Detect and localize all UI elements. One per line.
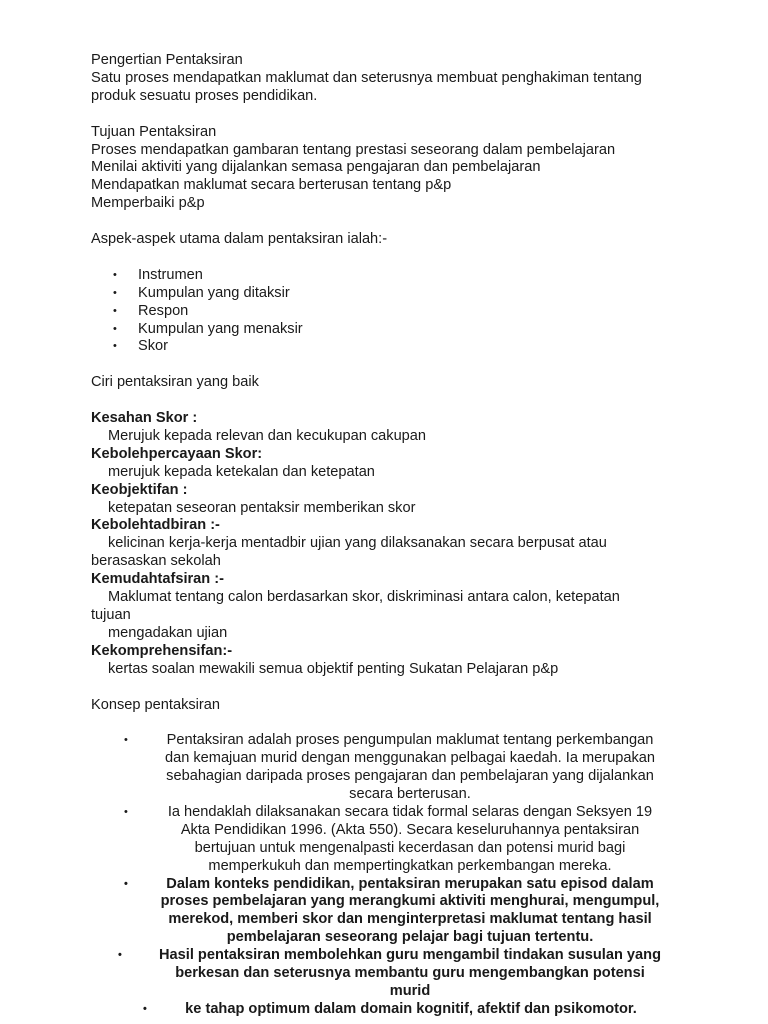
ciri-desc: mengadakan ujian bbox=[108, 624, 228, 641]
document-body bbox=[91, 52, 681, 1019]
konsep-line: • Pentaksiran adalah proses pengumpulan maklumat tentang perkembangan bbox=[166, 732, 654, 749]
tujuan-title: Tujuan Pentaksiran bbox=[91, 123, 217, 140]
ciri-desc: berasaskan sekolah bbox=[91, 553, 221, 570]
konsep-list-item bbox=[91, 732, 681, 804]
konsep-list-item bbox=[91, 804, 681, 876]
tujuan-item: Proses mendapatkan gambaran tentang prestasi seseorang dalam pembelajaran bbox=[91, 141, 616, 158]
ciri-title: Ciri pentaksiran yang baik bbox=[91, 374, 259, 391]
aspek-list-item: • Instrumen bbox=[91, 267, 681, 285]
tujuan-item: Menilai aktiviti yang dijalankan semasa pengajaran dan pembelajaran bbox=[91, 159, 541, 176]
konsep-list-item bbox=[91, 1001, 681, 1019]
konsep-line: sebahagian daripada proses pengajaran dan pembelajaran yang dijalankan bbox=[166, 768, 654, 785]
konsep-line: pembelajaran seseorang pelajar bagi tujuan tertentu. bbox=[226, 929, 594, 946]
tujuan-item: Mendapatkan maklumat secara berterusan tentang p&p bbox=[91, 177, 452, 194]
aspek-list-item: • Skor bbox=[91, 338, 681, 356]
konsep-line: merekod, memberi skor dan menginterpretasi maklumat tentang hasil bbox=[168, 911, 652, 928]
konsep-list-item bbox=[91, 876, 681, 948]
ciri-term: Kebolehtadbiran :- bbox=[91, 517, 220, 534]
aspek-list-item: • Respon bbox=[91, 303, 681, 321]
konsep-line: • Ia hendaklah dilaksanakan secara tidak formal selaras dengan Seksyen 19 bbox=[167, 803, 653, 820]
ciri-desc: Merujuk kepada relevan dan kecukupan cakupan bbox=[108, 427, 427, 444]
ciri-desc: merujuk kepada ketekalan dan ketepatan bbox=[108, 463, 375, 480]
pengertian-text-line-1: Satu proses mendapatkan maklumat dan seterusnya membuat penghakiman tentang bbox=[91, 69, 642, 86]
konsep-line: • Hasil pentaksiran membolehkan guru mengambil tindakan susulan yang bbox=[159, 947, 661, 964]
ciri-term: Kekomprehensifan:- bbox=[91, 642, 233, 659]
konsep-list-item bbox=[91, 947, 681, 1001]
konsep-line: memperkukuh dan mempertingkatkan perkembangan mereka. bbox=[208, 857, 612, 874]
konsep-line: secara berterusan. bbox=[349, 786, 471, 803]
ciri-term: Kesahan Skor : bbox=[91, 410, 198, 427]
konsep-line: proses pembelajaran yang merangkumi aktiviti menghurai, mengumpul, bbox=[160, 893, 660, 910]
aspek-list bbox=[91, 267, 681, 357]
ciri-term: Kebolehpercayaan Skor: bbox=[91, 445, 263, 462]
konsep-line: • ke tahap optimum dalam domain kognitif, afektif dan psikomotor. bbox=[185, 1000, 637, 1017]
ciri-desc: kelicinan kerja-kerja mentadbir ujian yang dilaksanakan secara berpusat atau bbox=[108, 535, 607, 552]
konsep-line: • Dalam konteks pendidikan, pentaksiran merupakan satu episod dalam bbox=[166, 875, 654, 892]
konsep-title: Konsep pentaksiran bbox=[91, 696, 220, 713]
ciri-term: Keobjektifan : bbox=[91, 481, 188, 498]
ciri-term: Kemudahtafsiran :- bbox=[91, 571, 224, 588]
konsep-line: bertujuan untuk mengenalpasti kecerdasan dan potensi murid bagi bbox=[194, 839, 626, 856]
ciri-desc: ketepatan seseoran pentaksir memberikan skor bbox=[108, 499, 416, 516]
konsep-line: Akta Pendidikan 1996. (Akta 550). Secara keseluruhannya pentaksiran bbox=[180, 821, 640, 838]
konsep-line: murid bbox=[389, 983, 431, 1000]
konsep-line: dan kemajuan murid dengan menggunakan pelbagai kaedah. Ia merupakan bbox=[164, 750, 656, 767]
pengertian-text-line-2: produk sesuatu proses pendidikan. bbox=[91, 87, 318, 104]
konsep-list bbox=[91, 732, 681, 1019]
konsep-line: berkesan dan seterusnya membantu guru mengembangkan potensi bbox=[175, 965, 645, 982]
aspek-title: Aspek-aspek utama dalam pentaksiran ialah:- bbox=[91, 231, 388, 248]
ciri-desc: kertas soalan mewakili semua objektif penting Sukatan Pelajaran p&p bbox=[108, 660, 559, 677]
ciri-desc: tujuan bbox=[91, 607, 131, 624]
aspek-list-item: • Kumpulan yang menaksir bbox=[91, 321, 681, 339]
pengertian-title: Pengertian Pentaksiran bbox=[91, 52, 243, 68]
tujuan-item: Memperbaiki p&p bbox=[91, 195, 205, 212]
aspek-list-item: • Kumpulan yang ditaksir bbox=[91, 285, 681, 303]
ciri-desc: Maklumat tentang calon berdasarkan skor, diskriminasi antara calon, ketepatan bbox=[108, 589, 620, 606]
